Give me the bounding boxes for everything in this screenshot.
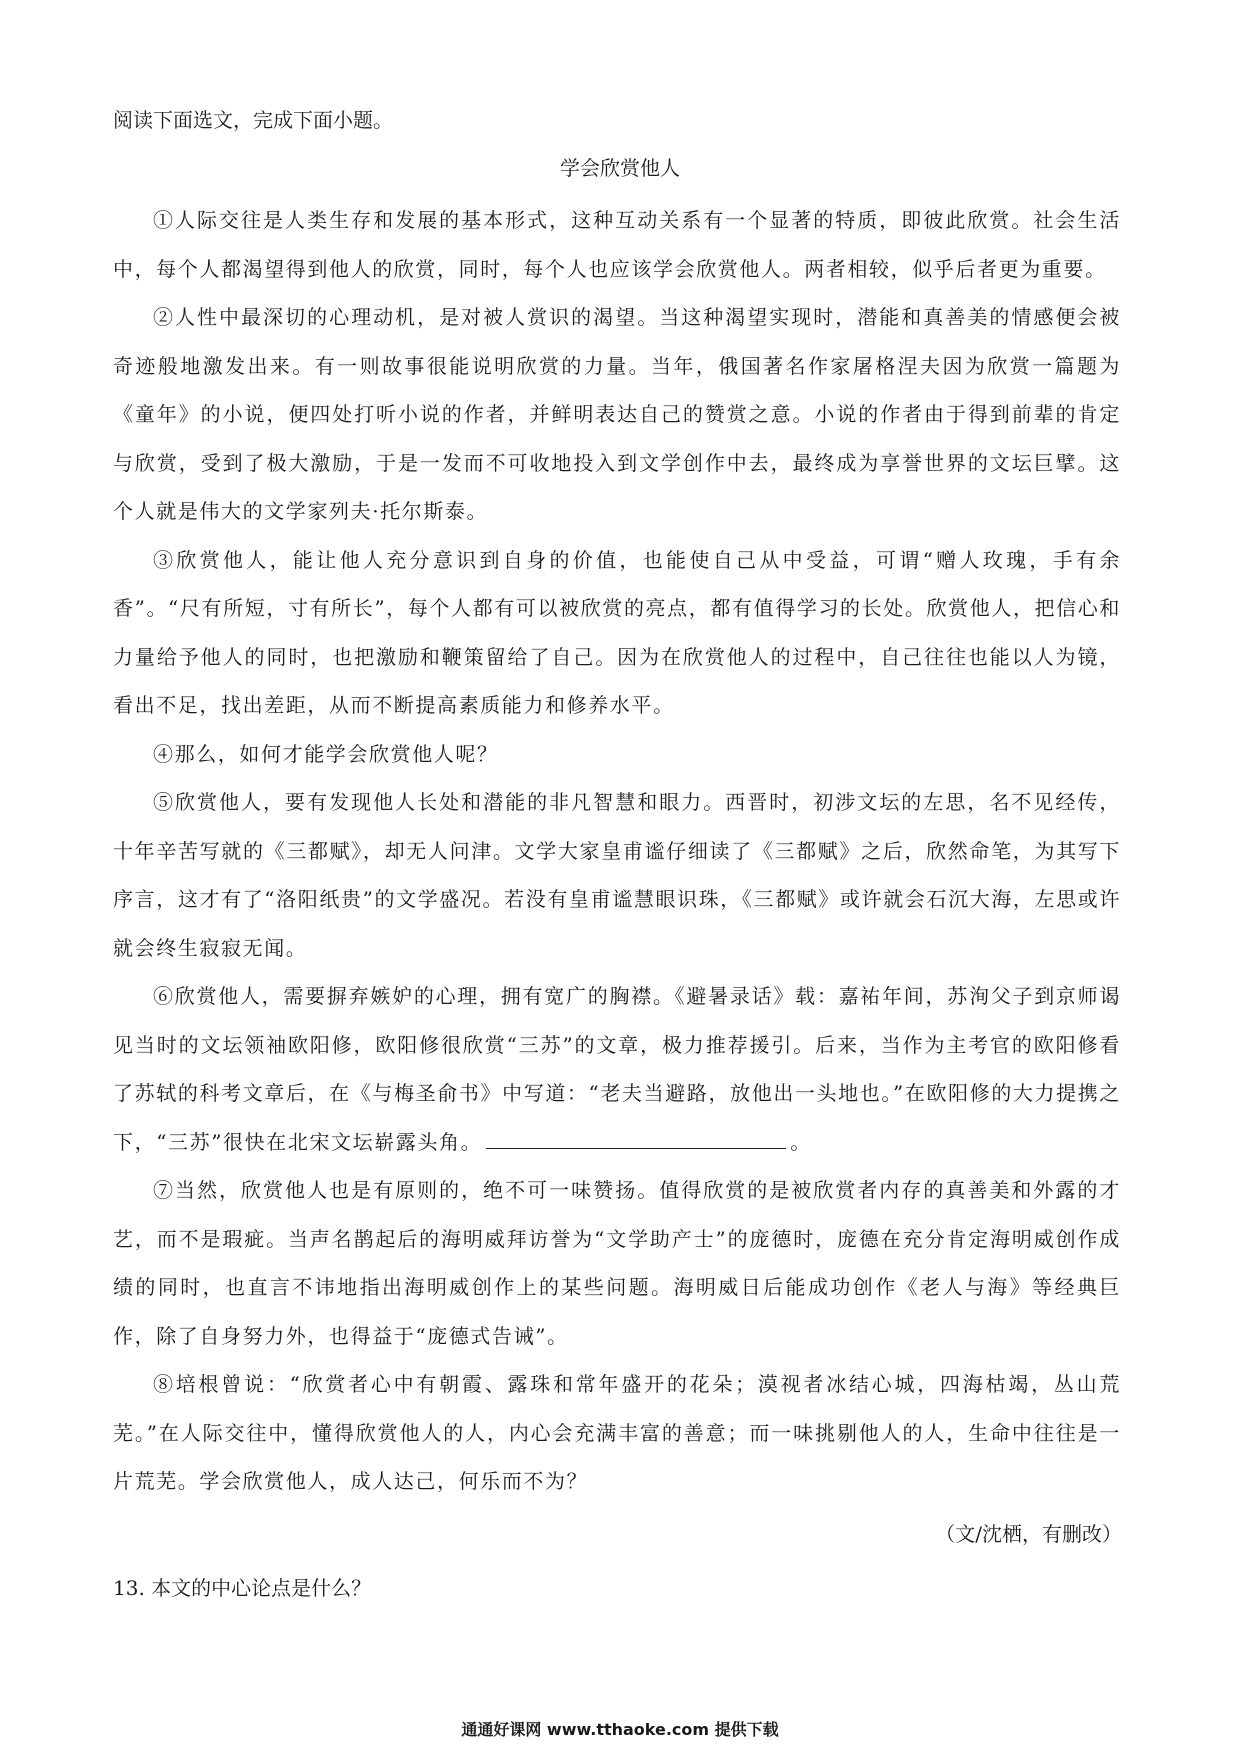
paragraph-8: ⑧培根曾说：“欣赏者心中有朝霞、露珠和常年盛开的花朵；漠视者冰结心城，四海枯竭，丛山荒芜。”在人际交往中，懂得欣赏他人的人，内心会充满丰富的善意；而一味挑剔他人的人，生命中往往是一片荒芜。学会欣赏他人，成人达己，何乐而不为？: [113, 1372, 1121, 1493]
page-footer: 通通好课网 www.tthaoke.com 提供下载: [461, 1720, 779, 1739]
paragraph-6: [113, 972, 1121, 1166]
blank-end-punct: 。: [790, 1129, 812, 1154]
paragraph-1: ①人际交往是人类生存和发展的基本形式，这种互动关系有一个显著的特质，即彼此欣赏。社会生活中，每个人都渴望得到他人的欣赏，同时，每个人也应该学会欣赏他人。两者相较，似乎后者更为重要。: [113, 208, 1121, 281]
reading-instruction: 阅读下面选文，完成下面小题。: [113, 108, 393, 132]
paragraph-6-text: ⑥欣赏他人，需要摒弃嫉妒的心理，拥有宽广的胸襟。《避暑录话》载：嘉祐年间，苏洵父子到京师谒见当时的文坛领袖欧阳修，欧阳修很欣赏“三苏”的文章，极力推荐援引。后来，当作为主考官的欧阳修看了苏轼的科考文章后，在《与梅圣俞书》中写道：“老夫当避路，放他出一头地也。”在欧阳修的大力提携之下，“三苏”很快在北宋文坛崭露头角。: [113, 984, 1121, 1154]
paragraph-2: ②人性中最深切的心理动机，是对被人赏识的渴望。当这种渴望实现时，潜能和真善美的情感便会被奇迹般地激发出来。有一则故事很能说明欣赏的力量。当年，俄国著名作家屠格涅夫因为欣赏一篇题为《童年》的小说，便四处打听小说的作者，并鲜明表达自己的赞赏之意。小说的作者由于得到前辈的肯定与欣赏，受到了极大激励，于是一发而不可收地投入到文学创作中去，最终成为享誉世界的文坛巨擘。这个人就是伟大的文学家列夫·托尔斯泰。: [113, 305, 1121, 523]
article-body: [113, 196, 1121, 1506]
article-source: （文/沈栖，有删改）: [935, 1522, 1122, 1546]
question-13: 13. 本文的中心论点是什么？: [113, 1576, 372, 1600]
paragraph-5: ⑤欣赏他人，要有发现他人长处和潜能的非凡智慧和眼力。西晋时，初涉文坛的左思，名不见经传，十年辛苦写就的《三都赋》，却无人问津。文学大家皇甫谧仔细读了《三都赋》之后，欣然命笔，为其写下序言，这才有了“洛阳纸贵”的文学盛况。若没有皇甫谧慧眼识珠，《三都赋》或许就会石沉大海，左思或许就会终生寂寂无闻。: [113, 790, 1121, 960]
paragraph-4: ④那么，如何才能学会欣赏他人呢？: [153, 741, 499, 766]
paragraph-7: ⑦当然，欣赏他人也是有原则的，绝不可一味赞扬。值得欣赏的是被欣赏者内存的真善美和外露的才艺，而不是瑕疵。当声名鹊起后的海明威拜访誉为“文学助产士”的庞德时，庞德在充分肯定海明威创作成绩的同时，也直言不讳地指出海明威创作上的某些问题。海明威日后能成功创作《老人与海》等经典巨作，除了自身努力外，也得益于“庞德式告诫”。: [113, 1178, 1121, 1348]
fill-in-blank[interactable]: [486, 1147, 786, 1149]
article-title: 学会欣赏他人: [560, 156, 680, 180]
paragraph-3: ③欣赏他人，能让他人充分意识到自身的价值，也能使自己从中受益，可谓“赠人玫瑰，手有余香”。“尺有所短，寸有所长”，每个人都有可以被欣赏的亮点，都有值得学习的长处。欣赏他人，把信心和力量给予他人的同时，也把激励和鞭策留给了自己。因为在欣赏他人的过程中，自己往往也能以人为镜，看出不足，找出差距，从而不断提高素质能力和修养水平。: [113, 547, 1121, 717]
